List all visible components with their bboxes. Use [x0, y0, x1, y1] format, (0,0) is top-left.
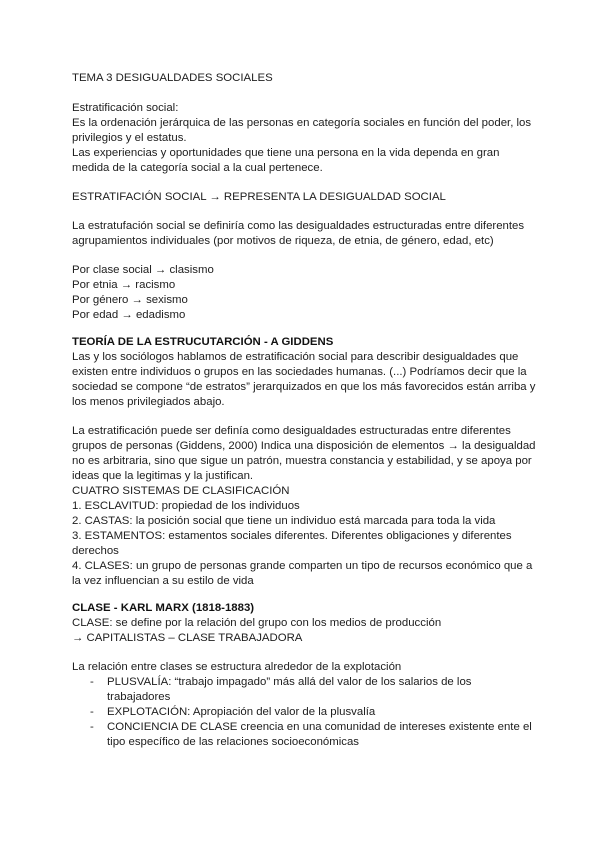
paragraph-line: CLASE: se define por la relación del grupo con los medios de producción: [72, 617, 442, 629]
paragraph-line: Las y los sociólogos hablamos de estratificación social para describir desigualdades que: [72, 351, 519, 363]
list-item: derechos: [72, 545, 119, 557]
list-item: la vez influencian a su estilo de vida: [72, 575, 254, 587]
list-item: 3. ESTAMENTOS: estamentos sociales diferentes. Diferentes obligaciones y diferentes: [72, 530, 512, 542]
paragraph-line: grupos de personas (Giddens, 2000) Indica una disposición de elementos → la desigualdad: [72, 440, 536, 452]
bullet-continuation: tipo específico de las relaciones socioeconómicas: [107, 736, 359, 748]
paragraph-line: agrupamientos individuales (por motivos de riqueza, de etnia, de género, edad, etc): [72, 235, 494, 247]
classification-heading: CUATRO SISTEMAS DE CLASIFICACIÓN: [72, 485, 290, 497]
bullet-dash: -: [90, 706, 94, 718]
definition-line: Las experiencias y oportunidades que tiene una persona en la vida dependa en gran: [72, 147, 500, 159]
paragraph-line: los menos privilegiados abajo.: [72, 396, 225, 408]
list-item: Por género → sexismo: [72, 294, 188, 306]
giddens-heading: TEORÍA DE LA ESTRUCUTARCIÓN - A GIDDENS: [72, 336, 334, 348]
bullet-dash: -: [90, 676, 94, 688]
paragraph-line: La estratufación social se definiría como las desigualdades estructuradas entre diferentes: [72, 220, 525, 232]
marx-heading: CLASE - KARL MARX (1818-1883): [72, 602, 255, 614]
bullet-item: CONCIENCIA DE CLASE creencia en una comunidad de intereses existente ente el: [107, 721, 532, 733]
definition-line: Es la ordenación jerárquica de las personas en categoría sociales en función del poder, los: [72, 117, 532, 129]
definition-line: medida de la categoría social a la cual pertenece.: [72, 162, 323, 174]
document-title: TEMA 3 DESIGUALDADES SOCIALES: [72, 72, 273, 84]
paragraph-line: sociedad se compone “de estratos” jerarquizados en que los más favorecidos están arriba y: [72, 381, 536, 393]
estratificacion-heading: Estratificación social:: [72, 102, 179, 114]
stratification-caps-line: ESTRATIFACIÓN SOCIAL → REPRESENTA LA DESIGUALDAD SOCIAL: [72, 191, 446, 203]
list-item: Por clase social → clasismo: [72, 264, 214, 276]
bullet-item: PLUSVALÍA: “trabajo impagado” más allá del valor de los salarios de los: [107, 676, 472, 688]
bullet-item: EXPLOTACIÓN: Apropiación del valor de la plusvalía: [107, 706, 376, 718]
paragraph-line: existen entre individuos o grupos en las sociedades humanas. (...) Podríamos decir que la: [72, 366, 527, 378]
list-item: Por etnia → racismo: [72, 279, 176, 291]
paragraph-line: ideas que la legitimas y la justifican.: [72, 470, 254, 482]
list-item: 1. ESCLAVITUD: propiedad de los individuos: [72, 500, 300, 512]
list-item: 2. CASTAS: la posición social que tiene un individuo está marcada para toda la vida: [72, 515, 496, 527]
definition-line: privilegios y el estatus.: [72, 132, 187, 144]
paragraph-line: → CAPITALISTAS – CLASE TRABAJADORA: [72, 632, 303, 644]
paragraph-line: La relación entre clases se estructura alrededor de la explotación: [72, 661, 402, 673]
list-item: Por edad → edadismo: [72, 309, 186, 321]
paragraph-line: no es arbitraria, sino que sigue un patrón, muestra constancia y estabilidad, y se apoya por: [72, 455, 532, 467]
paragraph-line: La estratificación puede ser definía como desigualdades estructuradas entre diferentes: [72, 425, 511, 437]
bullet-dash: -: [90, 721, 94, 733]
list-item: 4. CLASES: un grupo de personas grande comparten un tipo de recursos económico que a: [72, 560, 533, 572]
bullet-continuation: trabajadores: [107, 691, 171, 703]
